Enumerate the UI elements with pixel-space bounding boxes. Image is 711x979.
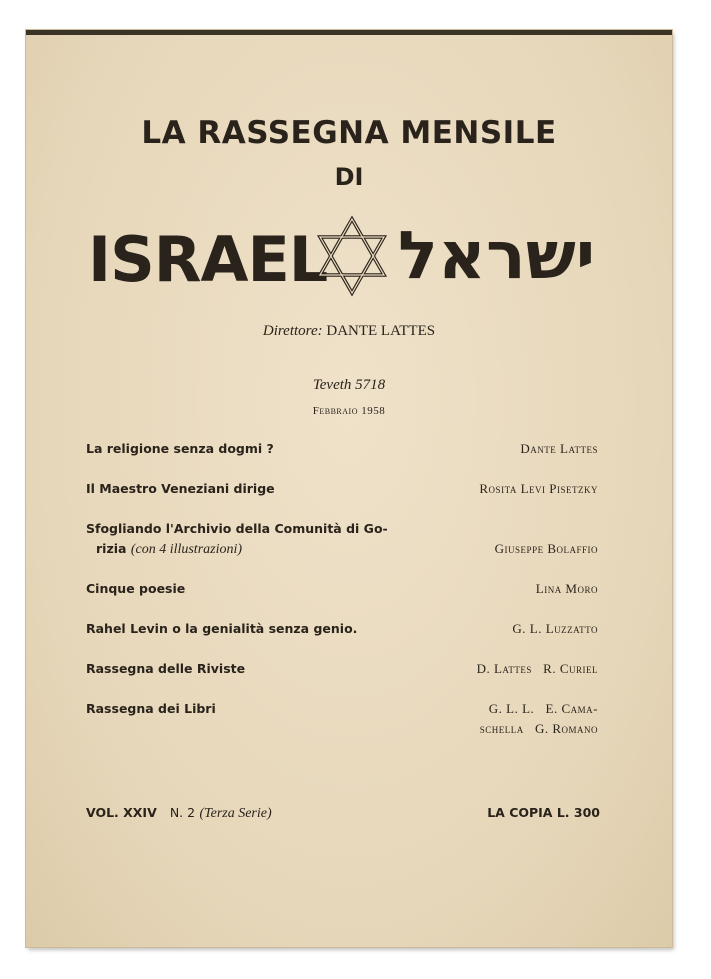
masthead-di: DI	[334, 163, 364, 191]
masthead-israel-row	[88, 215, 608, 305]
volume-info	[86, 805, 272, 822]
masthead-israel-latin: ISRAEL	[88, 223, 328, 296]
star-of-david-icon	[316, 215, 388, 297]
director-name: DANTE LATTES	[326, 323, 436, 339]
toc-item	[86, 659, 598, 699]
toc-item	[86, 619, 598, 659]
toc-item-author-line2: schella G. Romano	[479, 721, 598, 736]
series-label: (Terza Serie)	[199, 806, 272, 821]
toc-item	[86, 579, 598, 619]
toc-item-title	[86, 519, 396, 560]
toc-item-author: G. L. Luzzatto	[512, 621, 598, 636]
toc-item-author	[398, 699, 598, 739]
hebrew-date: Teveth 5718	[312, 377, 386, 393]
toc-item-author-line1: G. L. L. E. Cama-	[488, 701, 598, 716]
toc-item-author: Rosita Levi Pisetzky	[479, 481, 598, 496]
volume-label: VOL. XXIV	[86, 805, 157, 820]
price-label: LA COPIA L. 300	[487, 805, 600, 820]
toc-item-note: (con 4 illustrazioni)	[130, 542, 243, 557]
table-of-contents	[86, 439, 598, 739]
director-line	[26, 323, 672, 340]
issue-number: N. 2	[169, 805, 196, 820]
toc-item-title-line1: Sfogliando l'Archivio della Comunità di Go-	[86, 521, 388, 536]
toc-item-author: Lina Moro	[535, 581, 598, 596]
toc-item-author: D. Lattes R. Curiel	[476, 661, 598, 676]
masthead-title: LA RASSEGNA MENSILE	[141, 115, 557, 151]
toc-item-title: Rassegna dei Libri	[86, 701, 216, 716]
magazine-cover	[26, 30, 672, 947]
toc-item-author: Giuseppe Bolaffio	[494, 541, 598, 556]
toc-item	[86, 519, 598, 579]
director-label: Direttore:	[262, 323, 323, 339]
gregorian-date: Febbraio 1958	[312, 405, 386, 417]
toc-item-title: Rassegna delle Riviste	[86, 661, 246, 676]
toc-item-author: Dante Lattes	[520, 441, 598, 456]
toc-item-title: Cinque poesie	[86, 581, 186, 596]
toc-item	[86, 699, 598, 739]
toc-item-title: Rahel Levin o la genialità senza genio.	[86, 621, 358, 636]
masthead-israel-hebrew: ישראל	[398, 217, 596, 294]
toc-item	[86, 439, 598, 479]
toc-item-title: La religione senza dogmi ?	[86, 441, 274, 456]
toc-item-title-line2: rizia	[96, 541, 127, 556]
toc-item-title: Il Maestro Veneziani dirige	[86, 481, 275, 496]
toc-item	[86, 479, 598, 519]
